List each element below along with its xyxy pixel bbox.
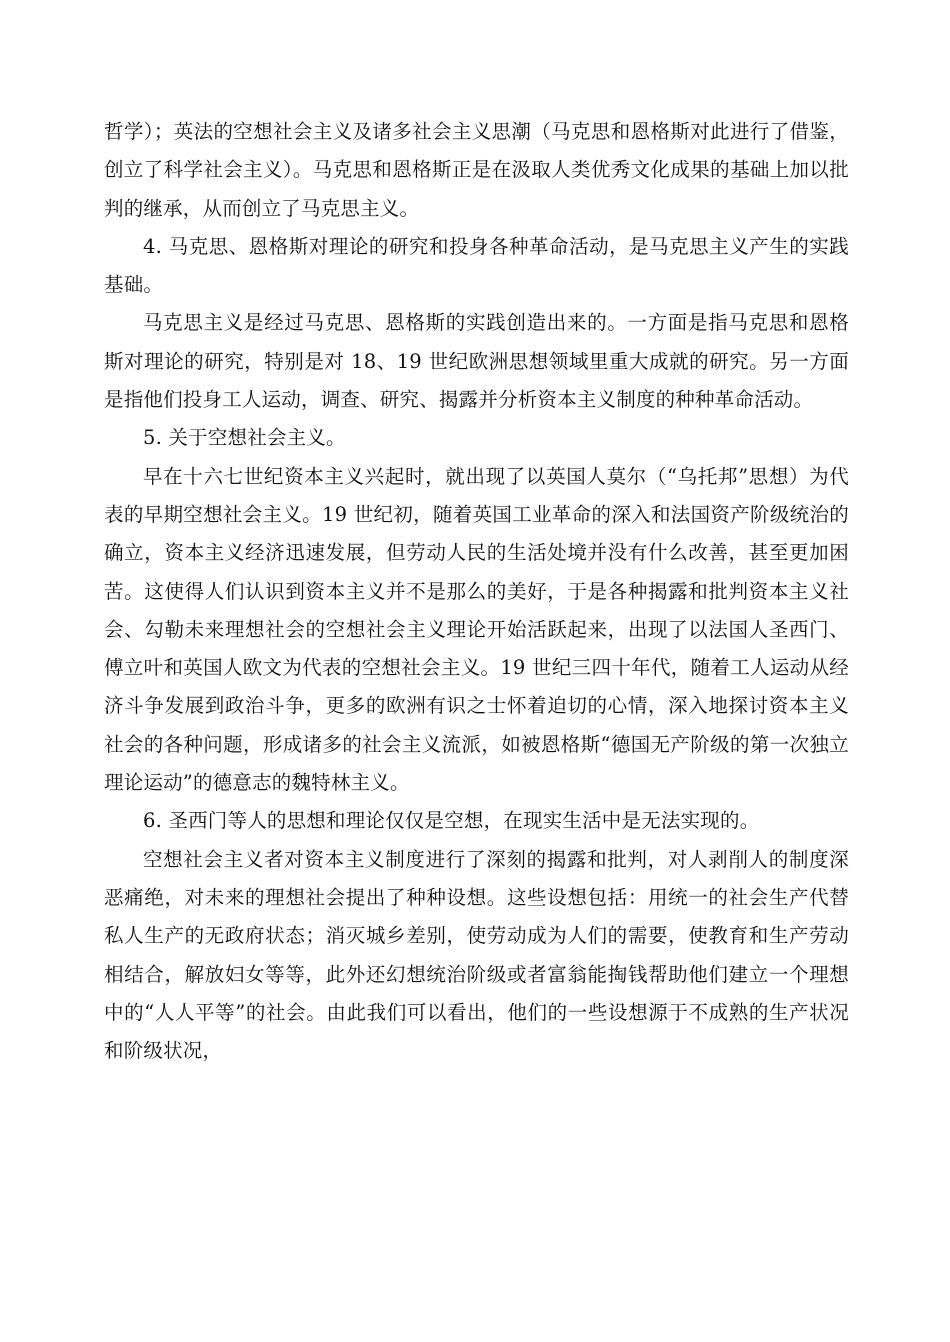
paragraph-point-5: 5. 关于空想社会主义。 (143, 426, 346, 450)
paragraph-utopian-history: 早在十六七世纪资本主义兴起时，就出现了以英国人莫尔（“乌托邦”思想）为代表的早期空想社会主义。19 世纪初，随着英国工业革命的深入和法国资产阶级统治的确立，资本主义经济迅速发展，但劳动人民的生活处境并没有什么改善，甚至更加困苦。这使得人们认识到资本主义并不是那么的美好，于是各种揭露和批判资本主义社会、勾勒未来理想社会的空想社会主义理论开始活跃起来，出现了以法国人圣西门、傅立叶和英国人欧文为代表的空想社会主义。19 世纪三四十年代，随着工人运动从经济斗争发展到政治斗争，更多的欧洲有识之士怀着迫切的心情，深入地探讨资本主义社会的各种问题，形成诸多的社会主义流派，如被恩格斯“德国无产阶级的第一次独立理论运动”的德意志的魏特林主义。 (104, 464, 849, 795)
paragraph-utopian-ideas: 空想社会主义者对资本主义制度进行了深刻的揭露和批判，对人剥削人的制度深恶痛绝，对未来的理想社会提出了种种设想。这些设想包括：用统一的社会生产代替私人生产的无政府状态；消灭城乡差别，使劳动成为人们的需要，使教育和生产劳动相结合，解放妇女等等，此外还幻想统治阶级或者富翁能掏钱帮助他们建立一个理想中的“人人平等”的社会。由此我们可以看出，他们的一些设想源于不成熟的生产状况和阶级状况， (104, 847, 849, 1063)
paragraph-practice-basis: 马克思主义是经过马克思、恩格斯的实践创造出来的。一方面是指马克思和恩格斯对理论的研究，特别是对 18、19 世纪欧洲思想领域里重大成就的研究。另一方面是指他们投身工人运动，调查、研究、揭露并分析资本主义制度的种种革命活动。 (104, 311, 849, 412)
document-page (104, 113, 849, 1070)
paragraph-point-4: 4. 马克思、恩格斯对理论的研究和投身各种革命活动，是马克思主义产生的实践基础。 (104, 234, 849, 297)
paragraph-continuation: 哲学）；英法的空想社会主义及诸多社会主义思潮（马克思和恩格斯对此进行了借鉴，创立了科学社会主义）。马克思和恩格斯正是在汲取人类优秀文化成果的基础上加以批判的继承，从而创立了马克思主义。 (104, 120, 849, 220)
paragraph-point-6: 6. 圣西门等人的思想和理论仅仅是空想，在现实生活中是无法实现的。 (143, 809, 760, 833)
